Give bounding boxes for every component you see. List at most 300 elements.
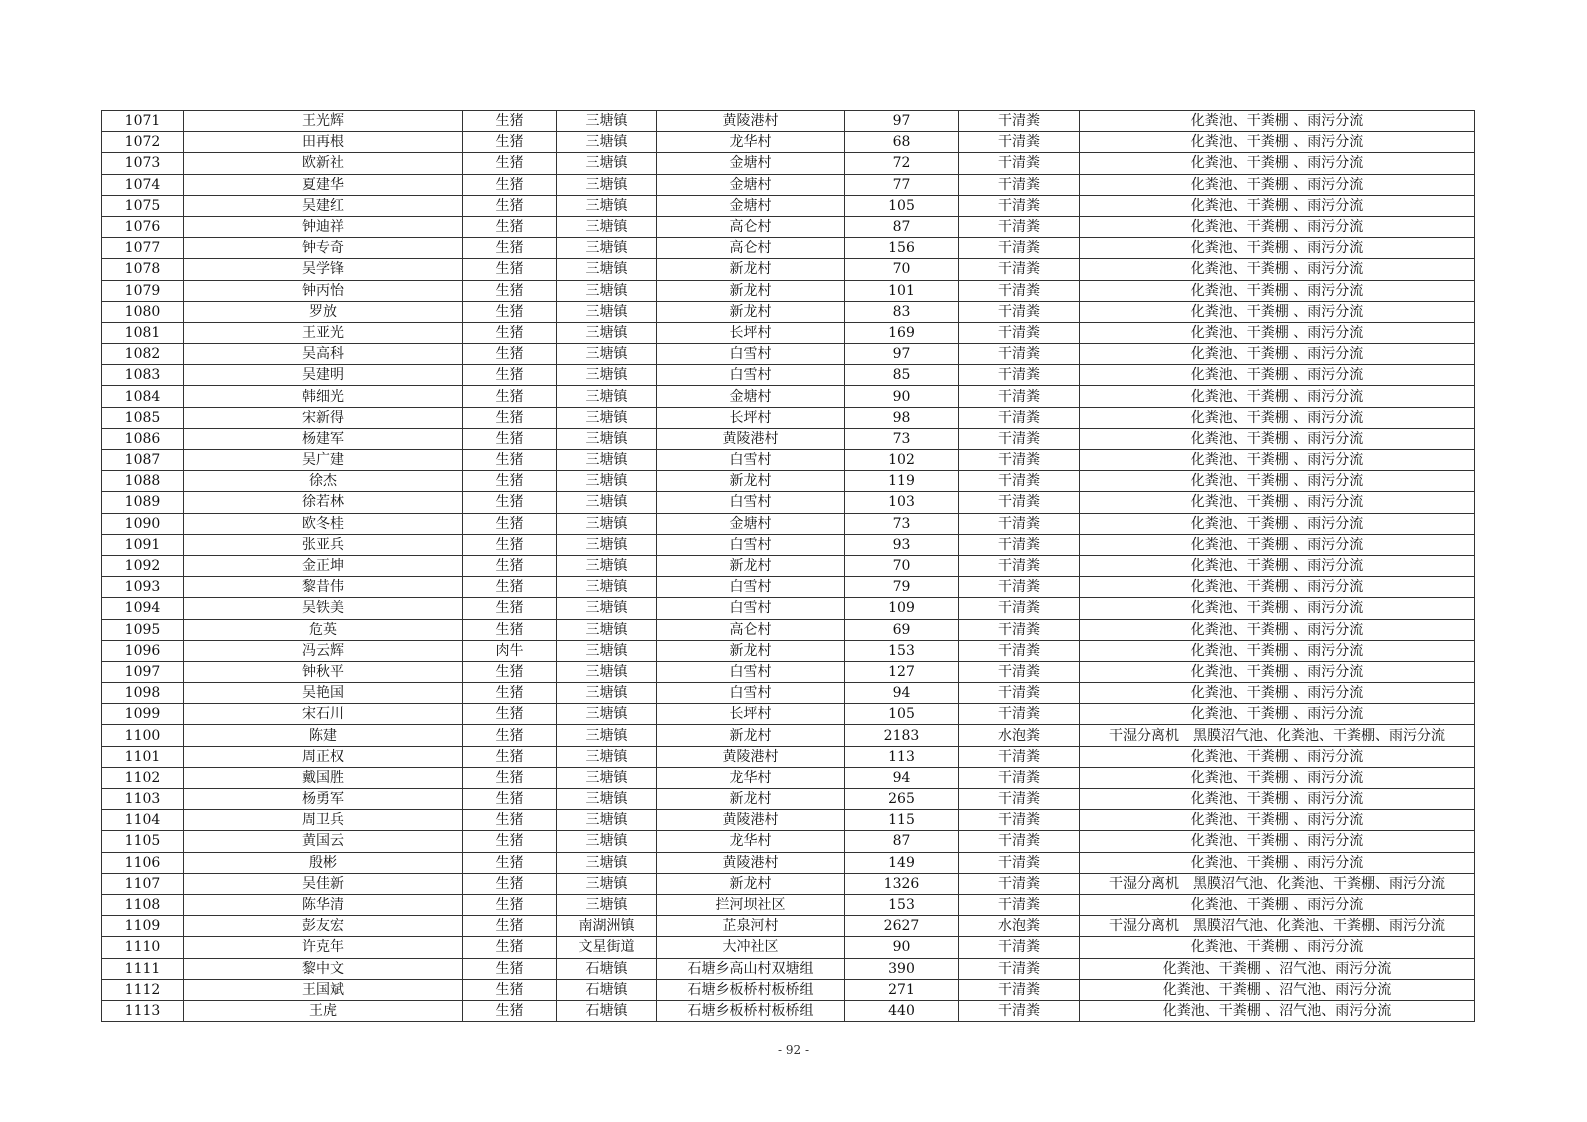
town-cell: 三塘镇 xyxy=(557,216,657,237)
headcount-cell: 77 xyxy=(845,174,959,195)
table-body xyxy=(102,111,1475,1022)
manure-method-cell: 水泡粪 xyxy=(959,916,1080,937)
town-cell: 石塘镇 xyxy=(557,958,657,979)
manure-method-cell: 干清粪 xyxy=(959,111,1080,132)
facilities-cell: 化粪池、干粪棚 、雨污分流 xyxy=(1080,852,1475,873)
village-cell: 新龙村 xyxy=(657,301,845,322)
facilities-cell: 化粪池、干粪棚 、雨污分流 xyxy=(1080,492,1475,513)
headcount-cell: 153 xyxy=(845,640,959,661)
village-cell: 石塘乡高山村双塘组 xyxy=(657,958,845,979)
livestock-type-cell: 生猪 xyxy=(463,661,557,682)
serial-number-cell: 1113 xyxy=(102,1000,184,1021)
serial-number-cell: 1079 xyxy=(102,280,184,301)
headcount-cell: 127 xyxy=(845,661,959,682)
owner-name-cell: 王亚光 xyxy=(184,322,463,343)
headcount-cell: 105 xyxy=(845,195,959,216)
livestock-type-cell: 生猪 xyxy=(463,365,557,386)
town-cell: 三塘镇 xyxy=(557,492,657,513)
town-cell: 三塘镇 xyxy=(557,132,657,153)
table-row xyxy=(102,725,1475,746)
town-cell: 三塘镇 xyxy=(557,598,657,619)
town-cell: 三塘镇 xyxy=(557,111,657,132)
manure-method-cell: 干清粪 xyxy=(959,555,1080,576)
manure-method-cell: 干清粪 xyxy=(959,979,1080,1000)
serial-number-cell: 1097 xyxy=(102,661,184,682)
livestock-type-cell: 生猪 xyxy=(463,916,557,937)
livestock-type-cell: 生猪 xyxy=(463,1000,557,1021)
livestock-type-cell: 生猪 xyxy=(463,216,557,237)
village-cell: 白雪村 xyxy=(657,598,845,619)
town-cell: 三塘镇 xyxy=(557,661,657,682)
town-cell: 三塘镇 xyxy=(557,683,657,704)
manure-method-cell: 干清粪 xyxy=(959,958,1080,979)
owner-name-cell: 周正权 xyxy=(184,746,463,767)
table-row xyxy=(102,428,1475,449)
village-cell: 拦河坝社区 xyxy=(657,894,845,915)
town-cell: 三塘镇 xyxy=(557,195,657,216)
village-cell: 白雪村 xyxy=(657,344,845,365)
livestock-type-cell: 生猪 xyxy=(463,111,557,132)
serial-number-cell: 1086 xyxy=(102,428,184,449)
headcount-cell: 265 xyxy=(845,789,959,810)
village-cell: 新龙村 xyxy=(657,471,845,492)
livestock-type-cell: 生猪 xyxy=(463,428,557,449)
headcount-cell: 109 xyxy=(845,598,959,619)
facilities-cell: 化粪池、干粪棚 、雨污分流 xyxy=(1080,683,1475,704)
owner-name-cell: 宋石川 xyxy=(184,704,463,725)
serial-number-cell: 1094 xyxy=(102,598,184,619)
serial-number-cell: 1073 xyxy=(102,153,184,174)
headcount-cell: 115 xyxy=(845,810,959,831)
owner-name-cell: 戴国胜 xyxy=(184,767,463,788)
village-cell: 白雪村 xyxy=(657,450,845,471)
facilities-cell: 化粪池、干粪棚 、雨污分流 xyxy=(1080,534,1475,555)
serial-number-cell: 1083 xyxy=(102,365,184,386)
owner-name-cell: 吴高科 xyxy=(184,344,463,365)
headcount-cell: 440 xyxy=(845,1000,959,1021)
serial-number-cell: 1110 xyxy=(102,937,184,958)
village-cell: 高仑村 xyxy=(657,619,845,640)
manure-method-cell: 干清粪 xyxy=(959,937,1080,958)
livestock-type-cell: 生猪 xyxy=(463,259,557,280)
headcount-cell: 153 xyxy=(845,894,959,915)
livestock-type-cell: 肉牛 xyxy=(463,640,557,661)
table-row xyxy=(102,471,1475,492)
village-cell: 黄陵港村 xyxy=(657,746,845,767)
table-row xyxy=(102,280,1475,301)
owner-name-cell: 黎中文 xyxy=(184,958,463,979)
serial-number-cell: 1100 xyxy=(102,725,184,746)
village-cell: 大冲社区 xyxy=(657,937,845,958)
town-cell: 三塘镇 xyxy=(557,725,657,746)
owner-name-cell: 殷彬 xyxy=(184,852,463,873)
livestock-type-cell: 生猪 xyxy=(463,195,557,216)
table-row xyxy=(102,407,1475,428)
table-row xyxy=(102,683,1475,704)
village-cell: 金塘村 xyxy=(657,174,845,195)
owner-name-cell: 许克年 xyxy=(184,937,463,958)
livestock-type-cell: 生猪 xyxy=(463,958,557,979)
facilities-cell: 化粪池、干粪棚 、雨污分流 xyxy=(1080,195,1475,216)
owner-name-cell: 吴佳新 xyxy=(184,873,463,894)
manure-method-cell: 干清粪 xyxy=(959,619,1080,640)
village-cell: 新龙村 xyxy=(657,259,845,280)
owner-name-cell: 徐若林 xyxy=(184,492,463,513)
village-cell: 石塘乡板桥村板桥组 xyxy=(657,979,845,1000)
village-cell: 新龙村 xyxy=(657,640,845,661)
livestock-type-cell: 生猪 xyxy=(463,450,557,471)
facilities-cell: 化粪池、干粪棚 、雨污分流 xyxy=(1080,640,1475,661)
facilities-cell: 化粪池、干粪棚 、雨污分流 xyxy=(1080,619,1475,640)
table-row xyxy=(102,937,1475,958)
manure-method-cell: 干清粪 xyxy=(959,513,1080,534)
manure-method-cell: 干清粪 xyxy=(959,534,1080,555)
town-cell: 三塘镇 xyxy=(557,789,657,810)
town-cell: 三塘镇 xyxy=(557,386,657,407)
table-row xyxy=(102,789,1475,810)
serial-number-cell: 1071 xyxy=(102,111,184,132)
manure-method-cell: 干清粪 xyxy=(959,132,1080,153)
facilities-cell: 化粪池、干粪棚 、雨污分流 xyxy=(1080,365,1475,386)
serial-number-cell: 1111 xyxy=(102,958,184,979)
town-cell: 三塘镇 xyxy=(557,746,657,767)
village-cell: 新龙村 xyxy=(657,725,845,746)
livestock-type-cell: 生猪 xyxy=(463,704,557,725)
manure-method-cell: 干清粪 xyxy=(959,492,1080,513)
table-row xyxy=(102,704,1475,725)
headcount-cell: 87 xyxy=(845,216,959,237)
headcount-cell: 101 xyxy=(845,280,959,301)
serial-number-cell: 1096 xyxy=(102,640,184,661)
town-cell: 三塘镇 xyxy=(557,365,657,386)
facilities-cell: 化粪池、干粪棚 、雨污分流 xyxy=(1080,259,1475,280)
facilities-cell: 化粪池、干粪棚 、雨污分流 xyxy=(1080,322,1475,343)
facilities-cell: 化粪池、干粪棚 、雨污分流 xyxy=(1080,471,1475,492)
table-row xyxy=(102,386,1475,407)
village-cell: 高仑村 xyxy=(657,216,845,237)
livestock-type-cell: 生猪 xyxy=(463,873,557,894)
village-cell: 白雪村 xyxy=(657,577,845,598)
manure-method-cell: 干清粪 xyxy=(959,831,1080,852)
owner-name-cell: 吴建明 xyxy=(184,365,463,386)
serial-number-cell: 1084 xyxy=(102,386,184,407)
table-row xyxy=(102,958,1475,979)
table-row xyxy=(102,661,1475,682)
owner-name-cell: 钟迪祥 xyxy=(184,216,463,237)
headcount-cell: 156 xyxy=(845,238,959,259)
village-cell: 新龙村 xyxy=(657,555,845,576)
manure-method-cell: 干清粪 xyxy=(959,386,1080,407)
village-cell: 白雪村 xyxy=(657,661,845,682)
owner-name-cell: 宋新得 xyxy=(184,407,463,428)
serial-number-cell: 1105 xyxy=(102,831,184,852)
livestock-type-cell: 生猪 xyxy=(463,598,557,619)
owner-name-cell: 田再根 xyxy=(184,132,463,153)
facilities-cell: 化粪池、干粪棚 、雨污分流 xyxy=(1080,937,1475,958)
manure-method-cell: 干清粪 xyxy=(959,598,1080,619)
serial-number-cell: 1102 xyxy=(102,767,184,788)
owner-name-cell: 吴艳国 xyxy=(184,683,463,704)
owner-name-cell: 吴铁美 xyxy=(184,598,463,619)
facilities-cell: 化粪池、干粪棚 、雨污分流 xyxy=(1080,216,1475,237)
serial-number-cell: 1095 xyxy=(102,619,184,640)
livestock-type-cell: 生猪 xyxy=(463,174,557,195)
town-cell: 三塘镇 xyxy=(557,534,657,555)
livestock-type-cell: 生猪 xyxy=(463,979,557,1000)
table-row xyxy=(102,174,1475,195)
farm-register-table xyxy=(101,110,1475,1022)
headcount-cell: 73 xyxy=(845,513,959,534)
owner-name-cell: 杨建军 xyxy=(184,428,463,449)
facilities-cell: 化粪池、干粪棚 、雨污分流 xyxy=(1080,789,1475,810)
headcount-cell: 169 xyxy=(845,322,959,343)
livestock-type-cell: 生猪 xyxy=(463,683,557,704)
village-cell: 龙华村 xyxy=(657,831,845,852)
serial-number-cell: 1099 xyxy=(102,704,184,725)
manure-method-cell: 干清粪 xyxy=(959,428,1080,449)
serial-number-cell: 1104 xyxy=(102,810,184,831)
headcount-cell: 102 xyxy=(845,450,959,471)
town-cell: 三塘镇 xyxy=(557,471,657,492)
serial-number-cell: 1088 xyxy=(102,471,184,492)
facilities-cell: 化粪池、干粪棚 、雨污分流 xyxy=(1080,174,1475,195)
table-row xyxy=(102,746,1475,767)
village-cell: 石塘乡板桥村板桥组 xyxy=(657,1000,845,1021)
owner-name-cell: 吴广建 xyxy=(184,450,463,471)
town-cell: 三塘镇 xyxy=(557,280,657,301)
serial-number-cell: 1081 xyxy=(102,322,184,343)
owner-name-cell: 钟丙怡 xyxy=(184,280,463,301)
owner-name-cell: 周卫兵 xyxy=(184,810,463,831)
table-row xyxy=(102,259,1475,280)
headcount-cell: 390 xyxy=(845,958,959,979)
manure-method-cell: 水泡粪 xyxy=(959,725,1080,746)
manure-method-cell: 干清粪 xyxy=(959,280,1080,301)
village-cell: 新龙村 xyxy=(657,873,845,894)
owner-name-cell: 王虎 xyxy=(184,1000,463,1021)
facilities-cell: 化粪池、干粪棚 、雨污分流 xyxy=(1080,301,1475,322)
village-cell: 金塘村 xyxy=(657,153,845,174)
town-cell: 三塘镇 xyxy=(557,174,657,195)
livestock-type-cell: 生猪 xyxy=(463,555,557,576)
facilities-cell: 化粪池、干粪棚 、雨污分流 xyxy=(1080,238,1475,259)
facilities-cell: 化粪池、干粪棚 、雨污分流 xyxy=(1080,746,1475,767)
serial-number-cell: 1076 xyxy=(102,216,184,237)
serial-number-cell: 1089 xyxy=(102,492,184,513)
livestock-type-cell: 生猪 xyxy=(463,852,557,873)
town-cell: 三塘镇 xyxy=(557,301,657,322)
serial-number-cell: 1090 xyxy=(102,513,184,534)
town-cell: 文星街道 xyxy=(557,937,657,958)
town-cell: 三塘镇 xyxy=(557,577,657,598)
manure-method-cell: 干清粪 xyxy=(959,238,1080,259)
town-cell: 三塘镇 xyxy=(557,428,657,449)
town-cell: 三塘镇 xyxy=(557,322,657,343)
table-row xyxy=(102,534,1475,555)
serial-number-cell: 1075 xyxy=(102,195,184,216)
manure-method-cell: 干清粪 xyxy=(959,852,1080,873)
table-row xyxy=(102,195,1475,216)
village-cell: 金塘村 xyxy=(657,195,845,216)
table-row xyxy=(102,916,1475,937)
table-row xyxy=(102,1000,1475,1021)
manure-method-cell: 干清粪 xyxy=(959,153,1080,174)
livestock-type-cell: 生猪 xyxy=(463,492,557,513)
livestock-type-cell: 生猪 xyxy=(463,789,557,810)
serial-number-cell: 1087 xyxy=(102,450,184,471)
headcount-cell: 90 xyxy=(845,937,959,958)
table-row xyxy=(102,555,1475,576)
town-cell: 三塘镇 xyxy=(557,852,657,873)
village-cell: 黄陵港村 xyxy=(657,852,845,873)
manure-method-cell: 干清粪 xyxy=(959,174,1080,195)
serial-number-cell: 1077 xyxy=(102,238,184,259)
table-row xyxy=(102,831,1475,852)
serial-number-cell: 1091 xyxy=(102,534,184,555)
facilities-cell: 化粪池、干粪棚 、雨污分流 xyxy=(1080,555,1475,576)
owner-name-cell: 黎昔伟 xyxy=(184,577,463,598)
manure-method-cell: 干清粪 xyxy=(959,322,1080,343)
owner-name-cell: 吴建红 xyxy=(184,195,463,216)
facilities-cell: 化粪池、干粪棚 、沼气池、雨污分流 xyxy=(1080,958,1475,979)
town-cell: 三塘镇 xyxy=(557,238,657,259)
headcount-cell: 97 xyxy=(845,344,959,365)
owner-name-cell: 钟专奇 xyxy=(184,238,463,259)
manure-method-cell: 干清粪 xyxy=(959,704,1080,725)
facilities-cell: 化粪池、干粪棚 、雨污分流 xyxy=(1080,280,1475,301)
headcount-cell: 2183 xyxy=(845,725,959,746)
table-row xyxy=(102,640,1475,661)
headcount-cell: 90 xyxy=(845,386,959,407)
manure-method-cell: 干清粪 xyxy=(959,471,1080,492)
manure-method-cell: 干清粪 xyxy=(959,577,1080,598)
livestock-type-cell: 生猪 xyxy=(463,153,557,174)
manure-method-cell: 干清粪 xyxy=(959,683,1080,704)
livestock-type-cell: 生猪 xyxy=(463,767,557,788)
manure-method-cell: 干清粪 xyxy=(959,810,1080,831)
livestock-type-cell: 生猪 xyxy=(463,132,557,153)
facilities-cell: 化粪池、干粪棚 、雨污分流 xyxy=(1080,407,1475,428)
serial-number-cell: 1092 xyxy=(102,555,184,576)
manure-method-cell: 干清粪 xyxy=(959,344,1080,365)
village-cell: 新龙村 xyxy=(657,280,845,301)
headcount-cell: 73 xyxy=(845,428,959,449)
livestock-type-cell: 生猪 xyxy=(463,407,557,428)
table-row xyxy=(102,894,1475,915)
manure-method-cell: 干清粪 xyxy=(959,767,1080,788)
headcount-cell: 85 xyxy=(845,365,959,386)
headcount-cell: 105 xyxy=(845,704,959,725)
serial-number-cell: 1101 xyxy=(102,746,184,767)
manure-method-cell: 干清粪 xyxy=(959,365,1080,386)
headcount-cell: 103 xyxy=(845,492,959,513)
facilities-cell: 化粪池、干粪棚 、雨污分流 xyxy=(1080,661,1475,682)
facilities-cell: 化粪池、干粪棚 、沼气池、雨污分流 xyxy=(1080,1000,1475,1021)
owner-name-cell: 陈华清 xyxy=(184,894,463,915)
serial-number-cell: 1098 xyxy=(102,683,184,704)
livestock-type-cell: 生猪 xyxy=(463,810,557,831)
facilities-cell: 化粪池、干粪棚 、雨污分流 xyxy=(1080,513,1475,534)
facilities-cell: 化粪池、干粪棚 、雨污分流 xyxy=(1080,450,1475,471)
owner-name-cell: 杨勇军 xyxy=(184,789,463,810)
table-row xyxy=(102,852,1475,873)
headcount-cell: 68 xyxy=(845,132,959,153)
owner-name-cell: 危英 xyxy=(184,619,463,640)
village-cell: 黄陵港村 xyxy=(657,810,845,831)
town-cell: 石塘镇 xyxy=(557,1000,657,1021)
owner-name-cell: 彭友宏 xyxy=(184,916,463,937)
headcount-cell: 1326 xyxy=(845,873,959,894)
owner-name-cell: 欧新社 xyxy=(184,153,463,174)
manure-method-cell: 干清粪 xyxy=(959,259,1080,280)
town-cell: 三塘镇 xyxy=(557,407,657,428)
serial-number-cell: 1109 xyxy=(102,916,184,937)
serial-number-cell: 1080 xyxy=(102,301,184,322)
village-cell: 金塘村 xyxy=(657,513,845,534)
facilities-cell: 化粪池、干粪棚 、雨污分流 xyxy=(1080,386,1475,407)
town-cell: 三塘镇 xyxy=(557,640,657,661)
headcount-cell: 94 xyxy=(845,767,959,788)
table-row xyxy=(102,216,1475,237)
owner-name-cell: 陈建 xyxy=(184,725,463,746)
owner-name-cell: 金正坤 xyxy=(184,555,463,576)
serial-number-cell: 1074 xyxy=(102,174,184,195)
table-row xyxy=(102,767,1475,788)
town-cell: 三塘镇 xyxy=(557,153,657,174)
headcount-cell: 113 xyxy=(845,746,959,767)
manure-method-cell: 干清粪 xyxy=(959,789,1080,810)
headcount-cell: 69 xyxy=(845,619,959,640)
headcount-cell: 70 xyxy=(845,259,959,280)
serial-number-cell: 1112 xyxy=(102,979,184,1000)
village-cell: 芷泉河村 xyxy=(657,916,845,937)
owner-name-cell: 黄国云 xyxy=(184,831,463,852)
livestock-type-cell: 生猪 xyxy=(463,301,557,322)
town-cell: 三塘镇 xyxy=(557,767,657,788)
headcount-cell: 70 xyxy=(845,555,959,576)
owner-name-cell: 罗放 xyxy=(184,301,463,322)
facilities-cell: 干湿分离机 黑膜沼气池、化粪池、干粪棚、雨污分流 xyxy=(1080,725,1475,746)
facilities-cell: 化粪池、干粪棚 、雨污分流 xyxy=(1080,153,1475,174)
headcount-cell: 271 xyxy=(845,979,959,1000)
facilities-cell: 化粪池、干粪棚 、雨污分流 xyxy=(1080,810,1475,831)
town-cell: 三塘镇 xyxy=(557,619,657,640)
table-row xyxy=(102,450,1475,471)
village-cell: 金塘村 xyxy=(657,386,845,407)
headcount-cell: 93 xyxy=(845,534,959,555)
town-cell: 三塘镇 xyxy=(557,873,657,894)
facilities-cell: 化粪池、干粪棚 、雨污分流 xyxy=(1080,344,1475,365)
table-row xyxy=(102,577,1475,598)
table-row xyxy=(102,322,1475,343)
town-cell: 三塘镇 xyxy=(557,810,657,831)
headcount-cell: 97 xyxy=(845,111,959,132)
facilities-cell: 干湿分离机 黑膜沼气池、化粪池、干粪棚、雨污分流 xyxy=(1080,916,1475,937)
town-cell: 三塘镇 xyxy=(557,344,657,365)
livestock-type-cell: 生猪 xyxy=(463,238,557,259)
facilities-cell: 化粪池、干粪棚 、雨污分流 xyxy=(1080,577,1475,598)
manure-method-cell: 干清粪 xyxy=(959,450,1080,471)
livestock-type-cell: 生猪 xyxy=(463,534,557,555)
manure-method-cell: 干清粪 xyxy=(959,640,1080,661)
town-cell: 三塘镇 xyxy=(557,894,657,915)
livestock-type-cell: 生猪 xyxy=(463,831,557,852)
livestock-type-cell: 生猪 xyxy=(463,344,557,365)
village-cell: 黄陵港村 xyxy=(657,111,845,132)
serial-number-cell: 1108 xyxy=(102,894,184,915)
headcount-cell: 149 xyxy=(845,852,959,873)
town-cell: 三塘镇 xyxy=(557,704,657,725)
